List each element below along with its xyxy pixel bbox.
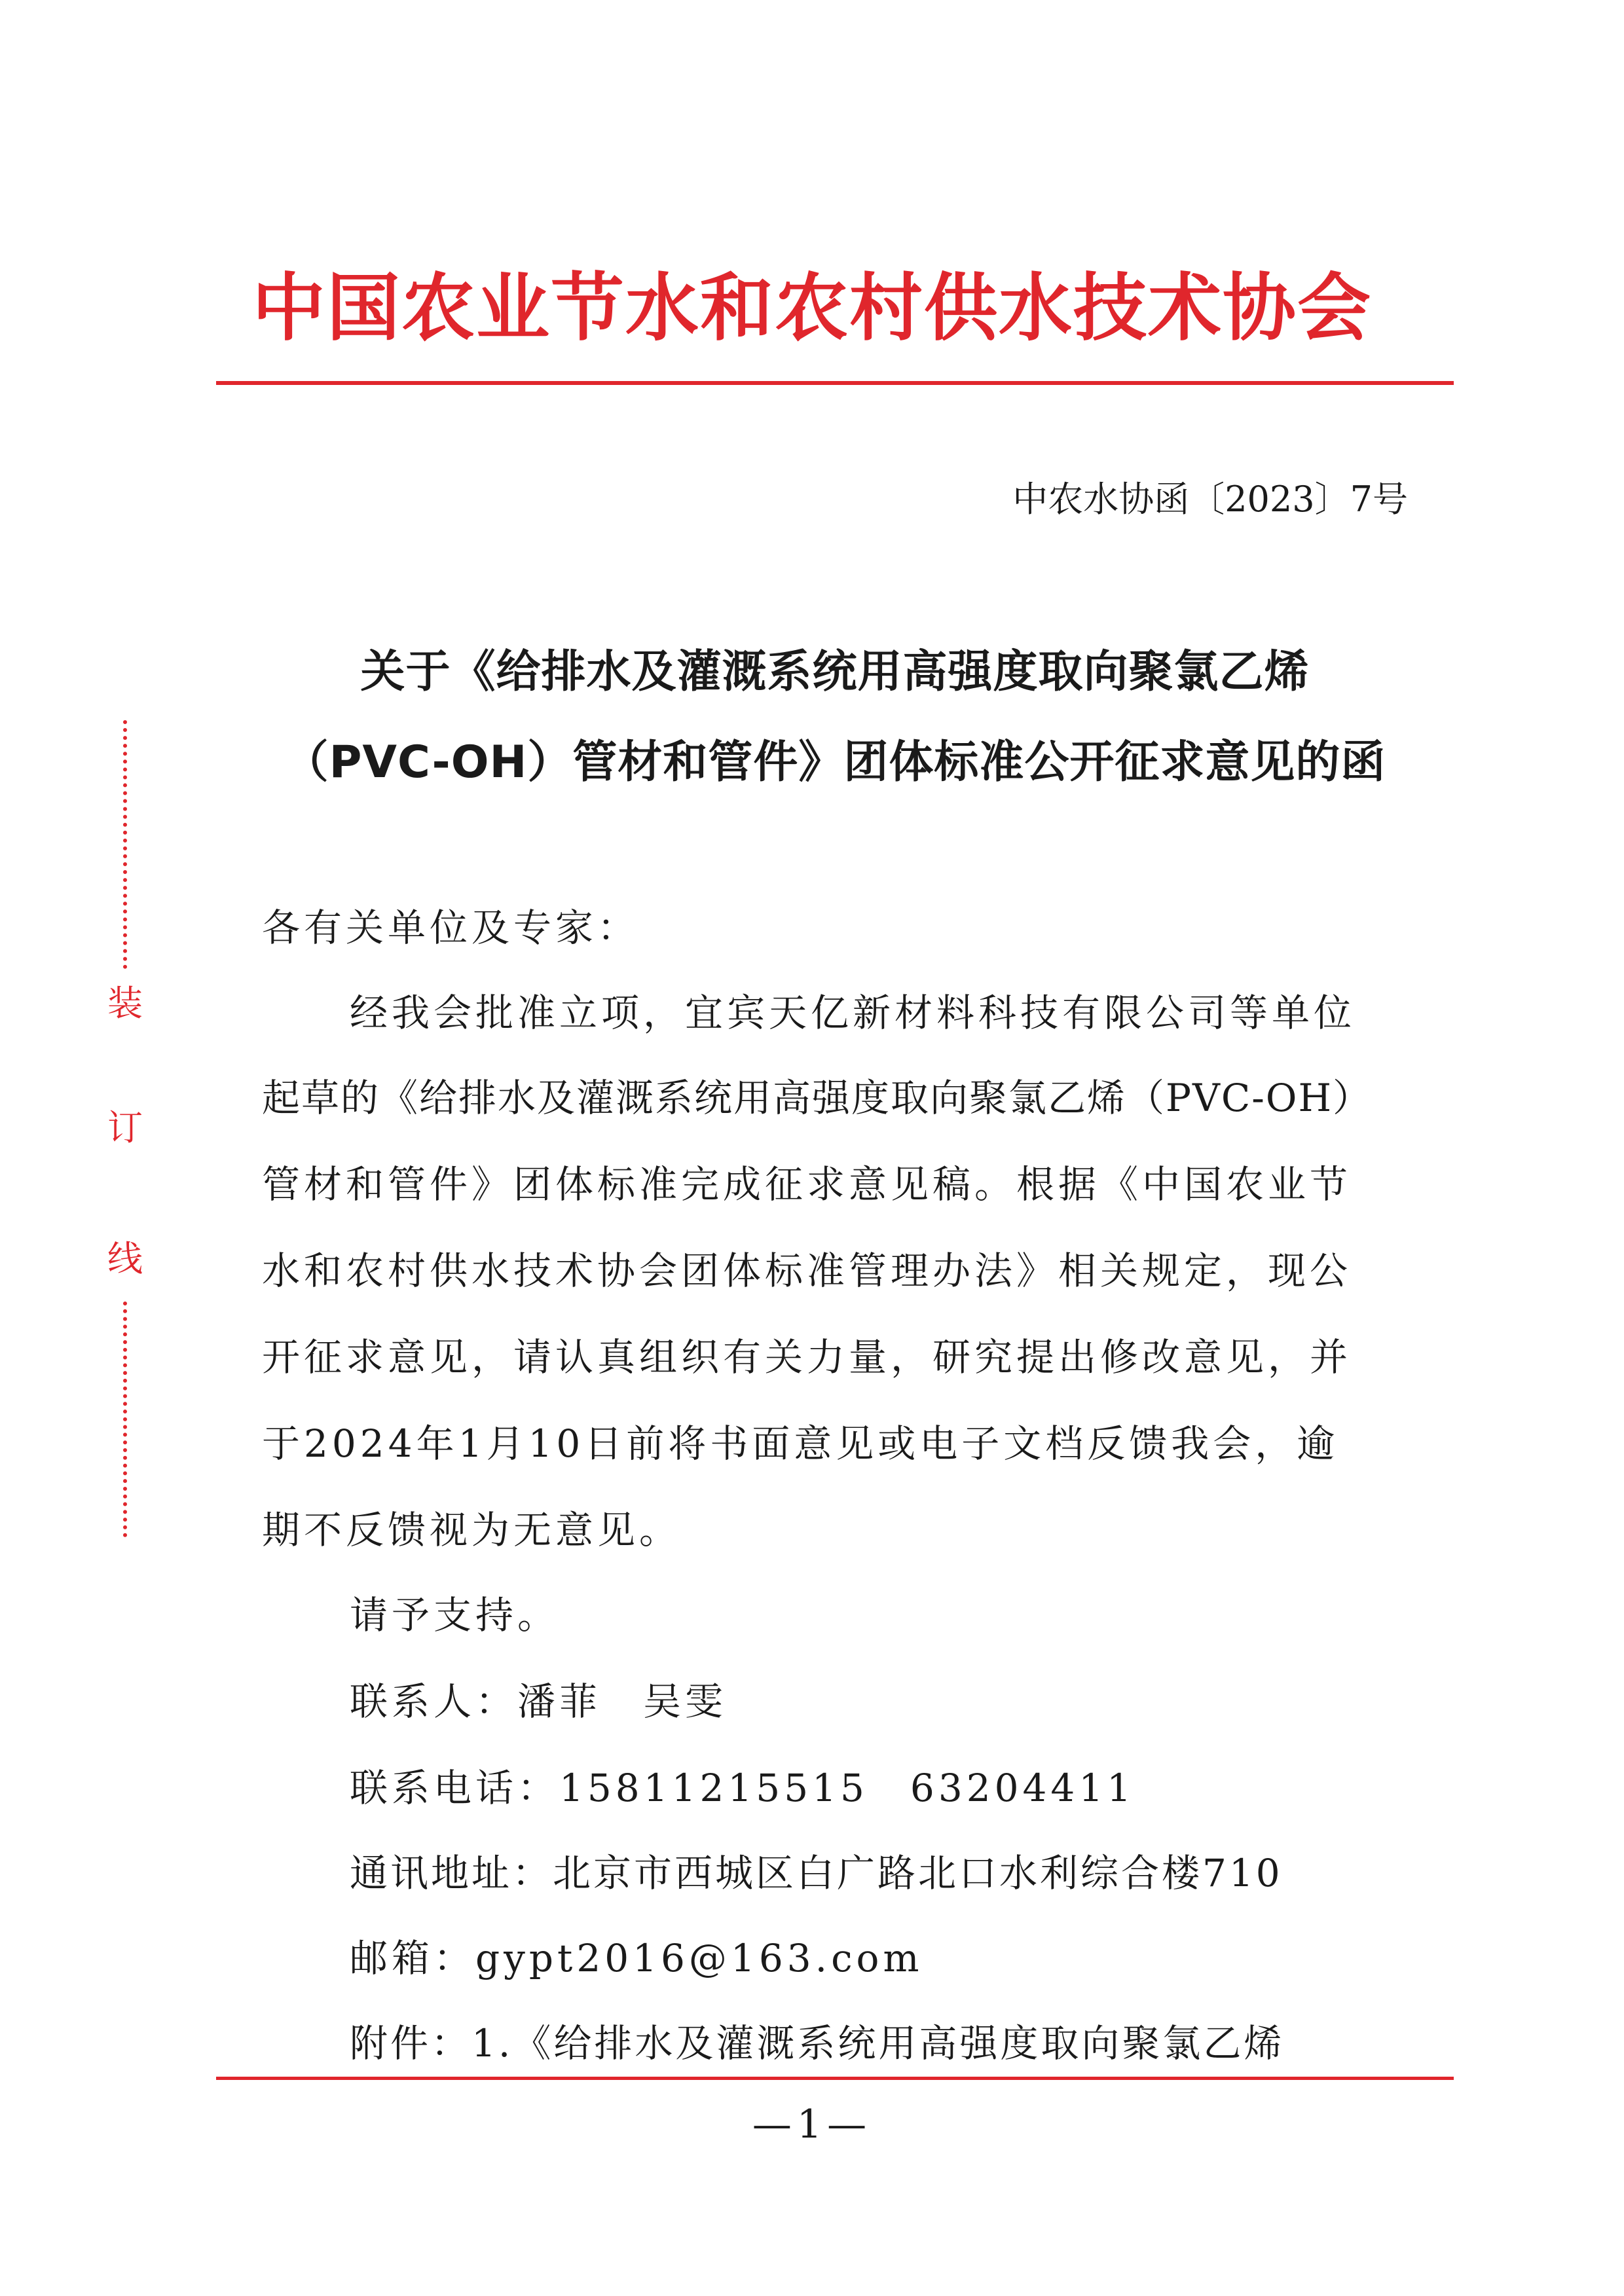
body-line: 于2024年1月10日前将书面意见或电子文档反馈我会，逾 [262,1421,1339,1466]
document-number: 中农水协函〔2023〕7号 [1012,479,1408,520]
body-line: 管材和管件》团体标准完成征求意见稿。根据《中国农业节 [262,1162,1352,1207]
binding-dotted-line-bottom [123,1302,131,1537]
binding-dotted-line-top [123,720,131,969]
body-line: 期不反馈视为无意见。 [262,1508,682,1552]
binding-char-ding: 订 [107,1107,143,1148]
letterhead-org-name: 中国农业节水和农村供水技术协会 [252,265,1372,351]
attachment-line: 附件：1.《给排水及灌溉系统用高强度取向聚氯乙烯 [350,2021,1285,2066]
binding-char-zhuang: 装 [107,983,143,1024]
document-title-line-2: （PVC-OH）管材和管件》团体标准公开征求意见的函 [284,737,1386,788]
page-number: —1— [752,2102,872,2147]
salutation: 各有关单位及专家： [262,905,640,950]
body-line: 水和农村供水技术协会团体标准管理办法》相关规定，现公 [262,1248,1352,1293]
body-line: 经我会批准立项，宜宾天亿新材料科技有限公司等单位 [350,991,1356,1035]
contact-address: 通讯地址：北京市西城区白广路北口水利综合楼710 [350,1851,1283,1895]
contact-email: 邮箱：gypt2016@163.com [350,1936,923,1980]
closing-remark: 请予支持。 [350,1593,560,1637]
contact-person: 联系人：潘菲 吴雯 [350,1679,728,1724]
footer-red-rule [216,2077,1454,2080]
body-line: 起草的《给排水及灌溉系统用高强度取向聚氯乙烯（PVC-OH） [262,1076,1373,1120]
document-title-line-1: 关于《给排水及灌溉系统用高强度取向聚氯乙烯 [360,646,1310,698]
body-line: 开征求意见，请认真组织有关力量，研究提出修改意见，并 [262,1335,1352,1379]
contact-phone: 联系电话：15811215515 63204411 [350,1766,1135,1810]
letterhead-red-rule [216,381,1454,385]
binding-char-xian: 线 [107,1238,143,1279]
